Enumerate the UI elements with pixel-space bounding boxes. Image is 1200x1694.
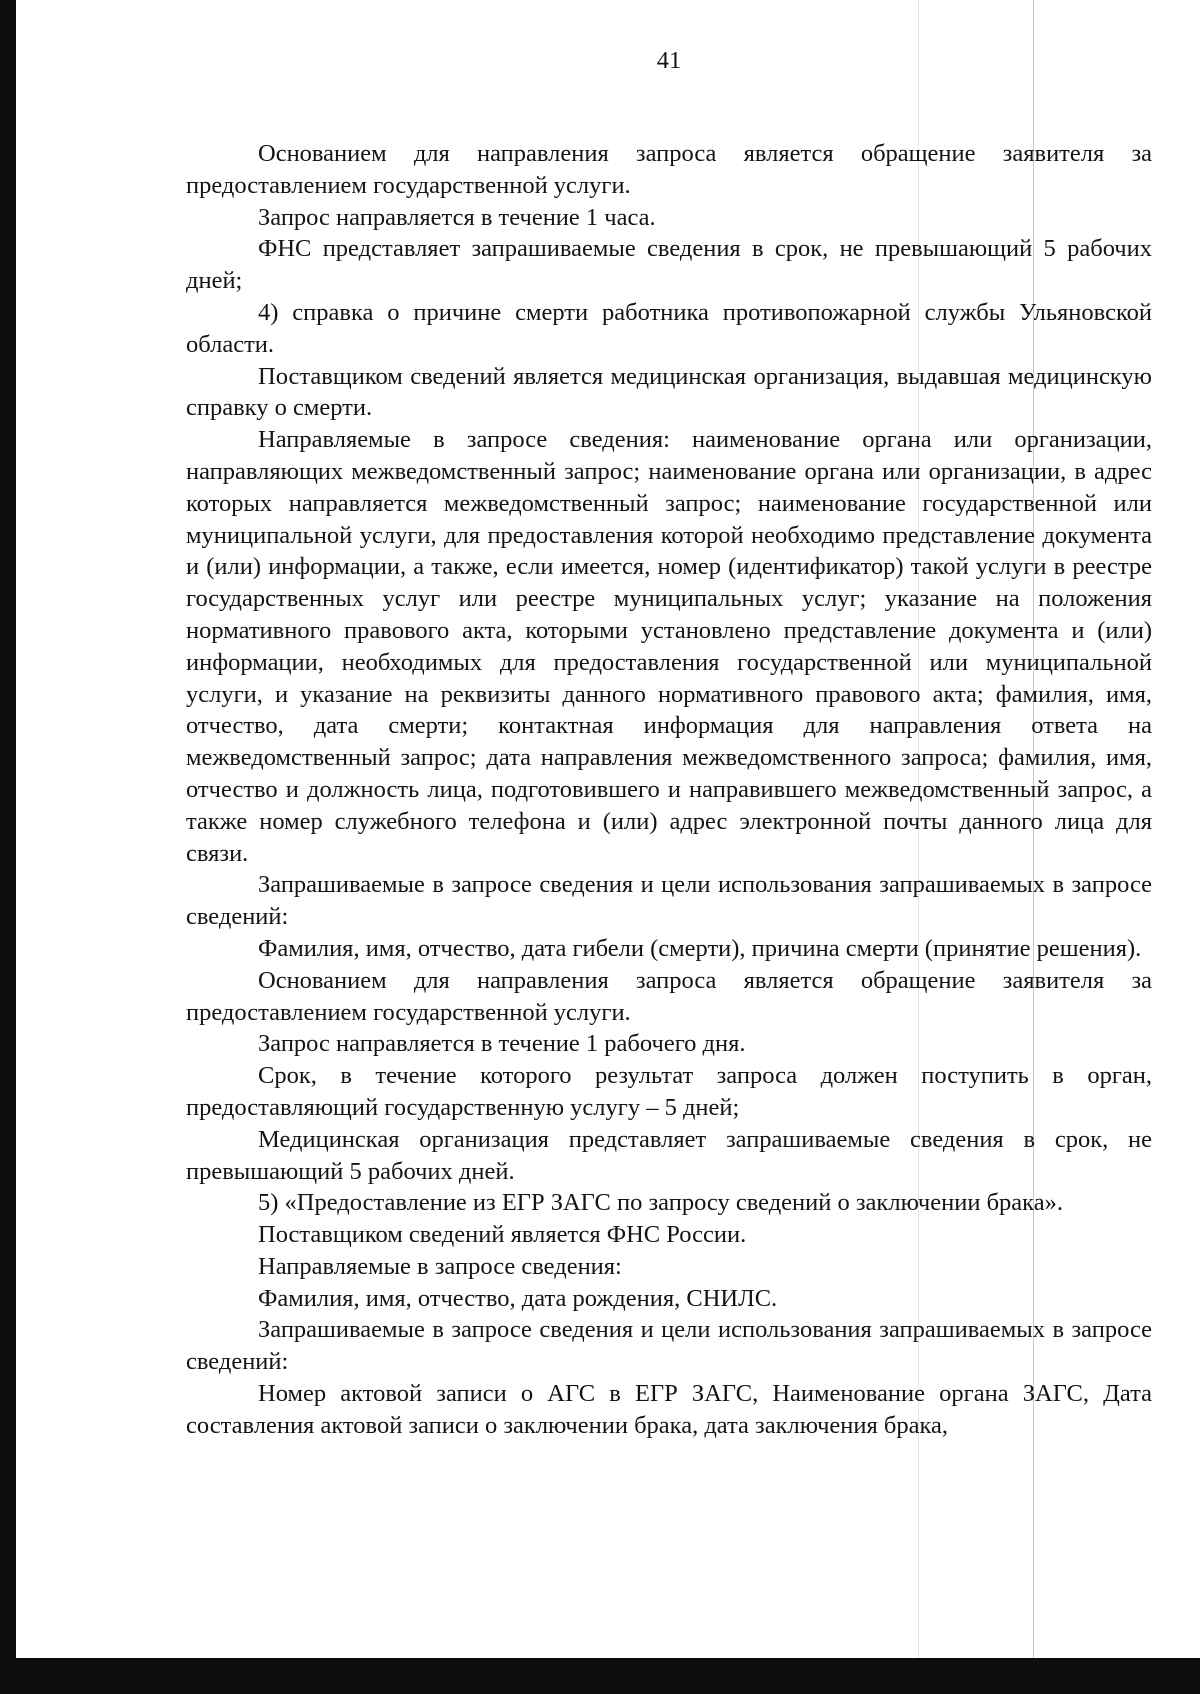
paragraph-request-basis-2: Основанием для направления запроса является обращение заявителя за предоставлением государственной услуги. xyxy=(186,966,1152,1026)
scan-border-left xyxy=(0,0,16,1694)
paragraph-request-time-2: Запрос направляется в течение 1 рабочего дня. xyxy=(258,1030,746,1058)
paragraph-fns-deadline: ФНС представляет запрашиваемые сведения в срок, не превышающий 5 рабочих дней; xyxy=(186,235,1152,295)
paragraph-sent-info-heading: Направляемые в запросе сведения: xyxy=(258,1252,622,1280)
paragraph-item-4: 4) справка о причине смерти работника противопожарной службы Ульяновской области. xyxy=(186,298,1152,358)
paragraph-sent-info: Направляемые в запросе сведения: наименование органа или организации, направляющих межведомственный запрос; наименование органа или организации, в адрес которых направляется межведомственный запрос; наименование государственной или муниципальной услуги, для предоставления которой необходимо представление документа и (или) информации, а также, если имеется, номер (идентификатор) такой услуги в реестре государственных услуг или реестре муниципальных услуг; указание на положения нормативного правового акта, которыми установлено представление документа и (или) информации, необходимых для предоставления государственной или муниципальной услуги, и указание на реквизиты данного нормативного правового акта; фамилия, имя, отчество, дата смерти; контактная информация для направления ответа на межведомственный запрос; дата направления межведомственного запроса; фамилия, имя, отчество и должность лица, подготовившего и направившего межведомственный запрос, а также номер служебного телефона и (или) адрес электронной почты данного лица для связи. xyxy=(186,426,1152,867)
paragraph-request-time: Запрос направляется в течение 1 часа. xyxy=(258,203,656,231)
page-number: 41 xyxy=(656,47,682,74)
paragraph-requested-fields-2: Номер актовой записи о АГС в ЕГР ЗАГС, Наименование органа ЗАГС, Дата составления актовой записи о заключении брака, дата заключения брака, xyxy=(186,1380,1152,1439)
document-body xyxy=(186,46,1152,1442)
paragraph-medical-deadline: Медицинская организация представляет запрашиваемые сведения в срок, не превышающий 5 рабочих дней. xyxy=(186,1125,1152,1185)
paragraph-request-basis: Основанием для направления запроса является обращение заявителя за предоставлением государственной услуги. xyxy=(186,140,1152,199)
paragraph-result-deadline: Срок, в течение которого результат запроса должен поступить в орган, предоставляющий государственную услугу – 5 дней; xyxy=(186,1062,1152,1121)
paragraph-requested-info: Запрашиваемые в запросе сведения и цели использования запрашиваемых в запросе сведений: xyxy=(186,871,1152,931)
paragraph-requested-fields: Фамилия, имя, отчество, дата гибели (смерти), причина смерти (принятие решения). xyxy=(258,934,1142,962)
scan-border-bottom xyxy=(0,1658,1200,1694)
paragraph-sent-fields: Фамилия, имя, отчество, дата рождения, СНИЛС. xyxy=(258,1284,778,1312)
paragraph-item-5: 5) «Предоставление из ЕГР ЗАГС по запросу сведений о заключении брака». xyxy=(258,1189,1063,1217)
paragraph-supplier-medical: Поставщиком сведений является медицинская организация, выдавшая медицинскую справку о смерти. xyxy=(186,362,1152,422)
paragraph-supplier-fns: Поставщиком сведений является ФНС России. xyxy=(258,1221,747,1249)
paragraph-requested-info-2: Запрашиваемые в запросе сведения и цели использования запрашиваемых в запросе сведений: xyxy=(186,1316,1152,1376)
